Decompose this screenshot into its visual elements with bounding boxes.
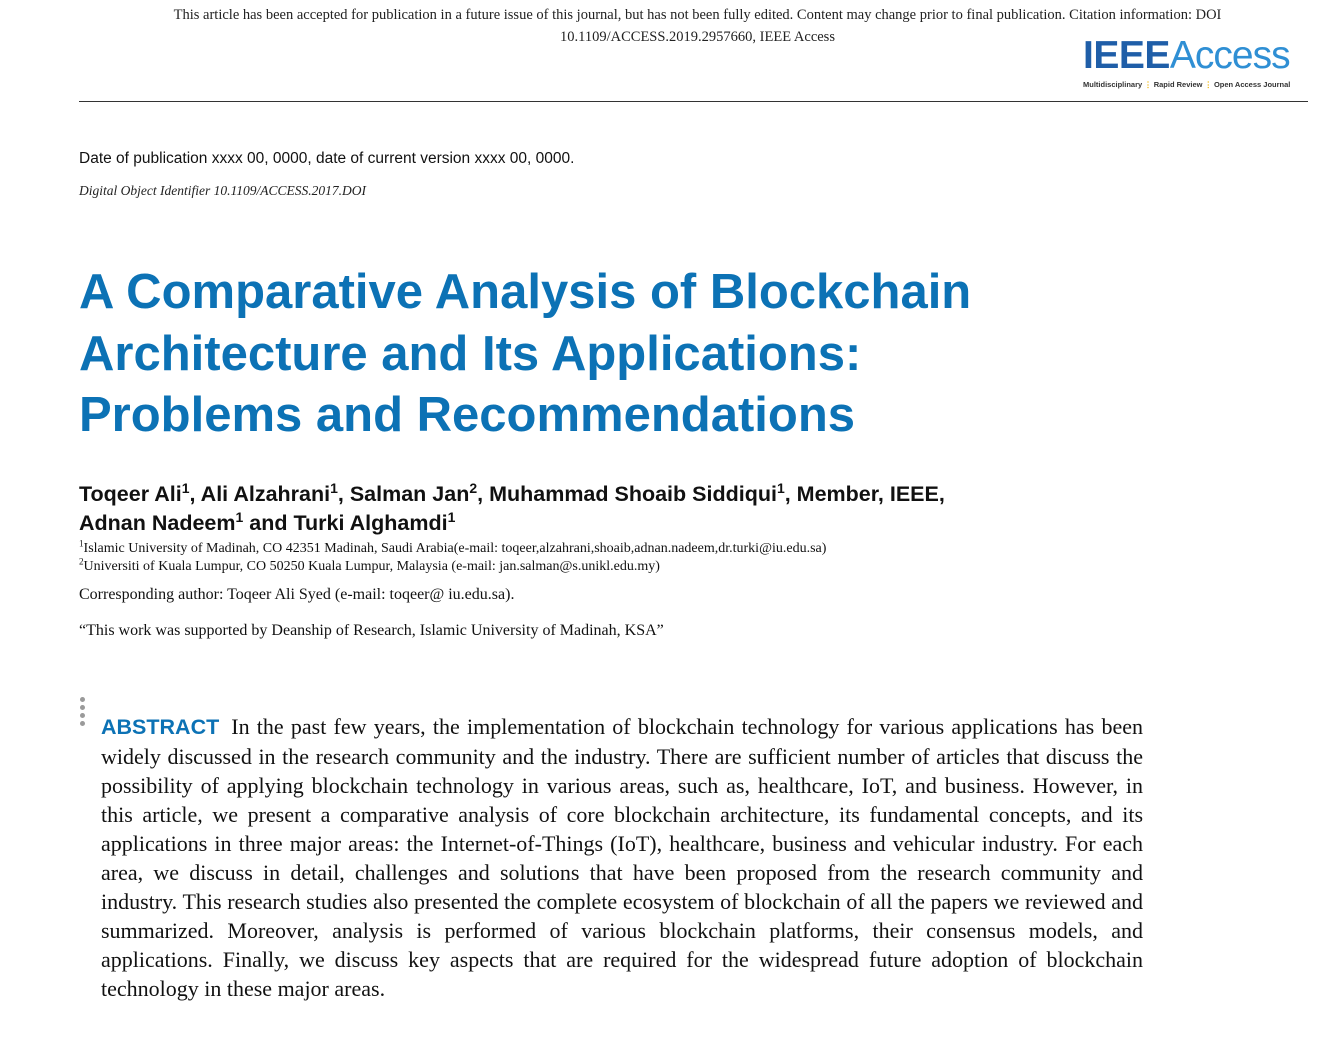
author-separator: ,: [337, 482, 350, 506]
publication-date: Date of publication xxxx 00, 0000, date of current version xxxx 00, 0000.: [79, 150, 575, 167]
doi: Digital Object Identifier 10.1109/ACCESS.2017.DOI: [79, 183, 366, 198]
abstract-heading: ABSTRACT: [101, 715, 220, 739]
logo-ieee-text: IEEE: [1083, 34, 1170, 77]
ieee-access-logo: [1083, 36, 1298, 96]
author-affiliation-mark: 1: [330, 479, 338, 496]
banner-line-2: 10.1109/ACCESS.2019.2957660, IEEE Access: [560, 29, 835, 45]
author-name: Salman Jan: [349, 482, 470, 506]
logo-tagline-2: Rapid Review: [1153, 80, 1203, 89]
author-separator: ,: [189, 482, 201, 506]
paper-title: [79, 262, 1199, 447]
author-name: Ali Alzahrani: [200, 482, 331, 506]
author-name: Toqeer Ali: [79, 482, 182, 506]
author-affiliation-mark: 2: [469, 479, 478, 496]
author-name: Muhammad Shoaib Siddiqui: [489, 482, 777, 506]
author-affiliation-mark: 1: [776, 479, 785, 496]
title-line-3: Problems and Recommendations: [79, 388, 856, 442]
author-separator: , Member, IEEE,: [784, 482, 945, 506]
affiliation-number: 2: [79, 556, 84, 567]
logo-tagline: [1083, 80, 1298, 89]
funding-note: “This work was supported by Deanship of Research, Islamic University of Madinah, KSA”: [79, 622, 664, 639]
corresponding-author: Corresponding author: Toqeer Ali Syed (e-mail: toqeer@ iu.edu.sa).: [79, 586, 515, 603]
author-separator: and: [243, 511, 294, 535]
logo-separator-icon: ⋮: [1144, 80, 1152, 89]
author-name: Adnan Nadeem: [79, 511, 236, 535]
banner-line-1: This article has been accepted for publication in a future issue of this journal, but has not been fully edited. Content may change prior to final publication. Citation information: DOI: [173, 7, 1222, 23]
logo-wordmark: [1083, 36, 1298, 76]
author-affiliation-mark: 1: [447, 508, 456, 525]
affiliation-number: 1: [79, 538, 84, 549]
affiliation-2: [79, 558, 660, 576]
affiliation-1: [79, 540, 826, 558]
affiliation-text: Universiti of Kuala Lumpur, CO 50250 Kuala Lumpur, Malaysia (e-mail: jan.salman@s.unikl.edu.my): [83, 559, 660, 574]
drag-handle-icon: [80, 697, 86, 729]
logo-tagline-3: Open Access Journal: [1213, 80, 1291, 89]
abstract: [101, 712, 1143, 1003]
author-list: [79, 480, 1229, 538]
author-name: Turki Alghamdi: [293, 511, 448, 535]
title-line-1: A Comparative Analysis of Blockchain: [79, 265, 972, 319]
abstract-text: In the past few years, the implementation of blockchain technology for various applications has been widely discussed in the research community and the industry. There are sufficient number of articles that discuss the possibility of applying blockchain technology in various areas, such as, healthcare, IoT, and business. However, in this article, we present a comparative analysis of core blockchain architecture, its fundamental concepts, and its applications in three major areas: the Internet-of-Things (IoT), healthcare, business and vehicular industry. For each area, we discuss in detail, challenges and solutions that have been proposed from the research community and industry. This research studies also presented the complete ecosystem of blockchain of all the papers we reviewed and summarized. Moreover, analysis is performed of various blockchain platforms, their consensus models, and applications. Finally, we discuss key aspects that are required for the widespread future adoption of blockchain technology in these major areas.: [101, 714, 1143, 1001]
header-rule: [79, 101, 1308, 102]
logo-access-text: Access: [1169, 34, 1290, 77]
author-affiliation-mark: 1: [181, 479, 190, 496]
title-line-2: Architecture and Its Applications:: [79, 326, 862, 381]
logo-separator-icon: ⋮: [1204, 80, 1212, 89]
affiliation-text: Islamic University of Madinah, CO 42351 Madinah, Saudi Arabia(e-mail: toqeer,alzahrani,shoaib,adnan.nadeem,dr.turki@iu.edu.sa): [83, 541, 827, 556]
logo-tagline-1: Multidisciplinary: [1083, 80, 1143, 89]
author-separator: ,: [477, 482, 490, 506]
author-affiliation-mark: 1: [235, 508, 244, 525]
